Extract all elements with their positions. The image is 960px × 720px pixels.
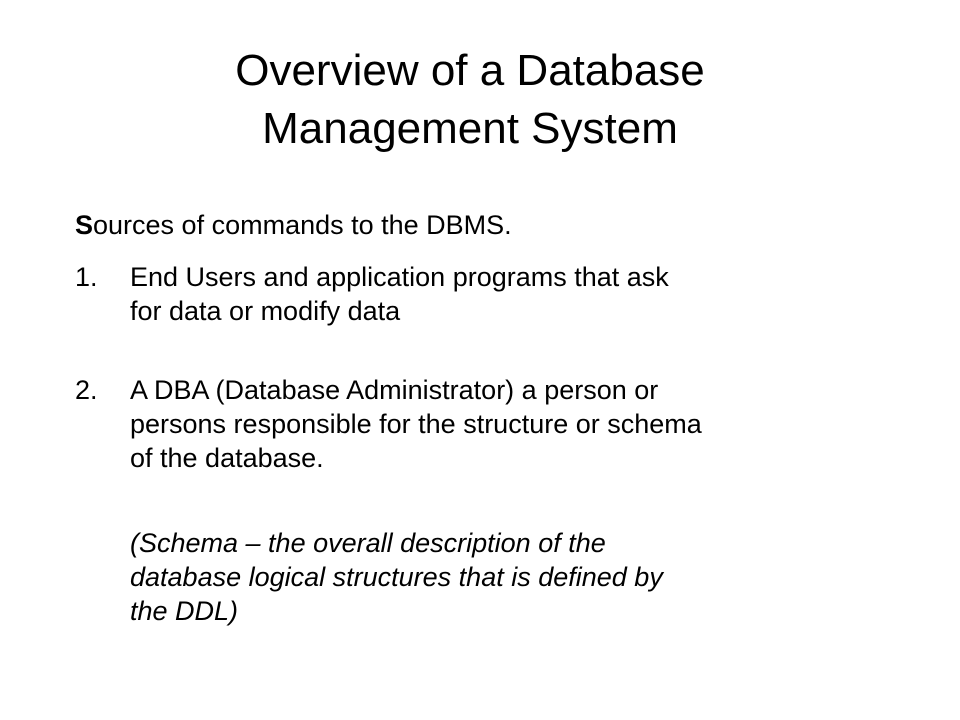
schema-note-line: the DDL) [130, 596, 239, 626]
intro-text [75, 208, 512, 242]
list-item-line: for data or modify data [130, 296, 401, 326]
intro-lead-letter: S [75, 210, 94, 240]
list-item-line: of the database. [130, 443, 324, 473]
list-item-line: A DBA (Database Administrator) a person or [130, 375, 659, 405]
list-item-line: persons responsible for the structure or schema [130, 409, 702, 439]
list-item-number: 2. [75, 375, 98, 405]
list-item-line: End Users and application programs that ask [130, 262, 669, 292]
schema-note [130, 526, 663, 628]
list-item-text [130, 373, 702, 475]
intro-rest: ources of commands to the DBMS. [93, 210, 512, 240]
slide-title-line: Management System [262, 104, 678, 153]
list-item-number: 1. [75, 262, 98, 292]
slide-title [120, 42, 820, 158]
list-item-text [130, 260, 669, 328]
schema-note-line: (Schema – the overall description of the [130, 528, 606, 558]
schema-note-line: database logical structures that is defined by [130, 562, 663, 592]
slide-title-line: Overview of a Database [235, 46, 705, 95]
